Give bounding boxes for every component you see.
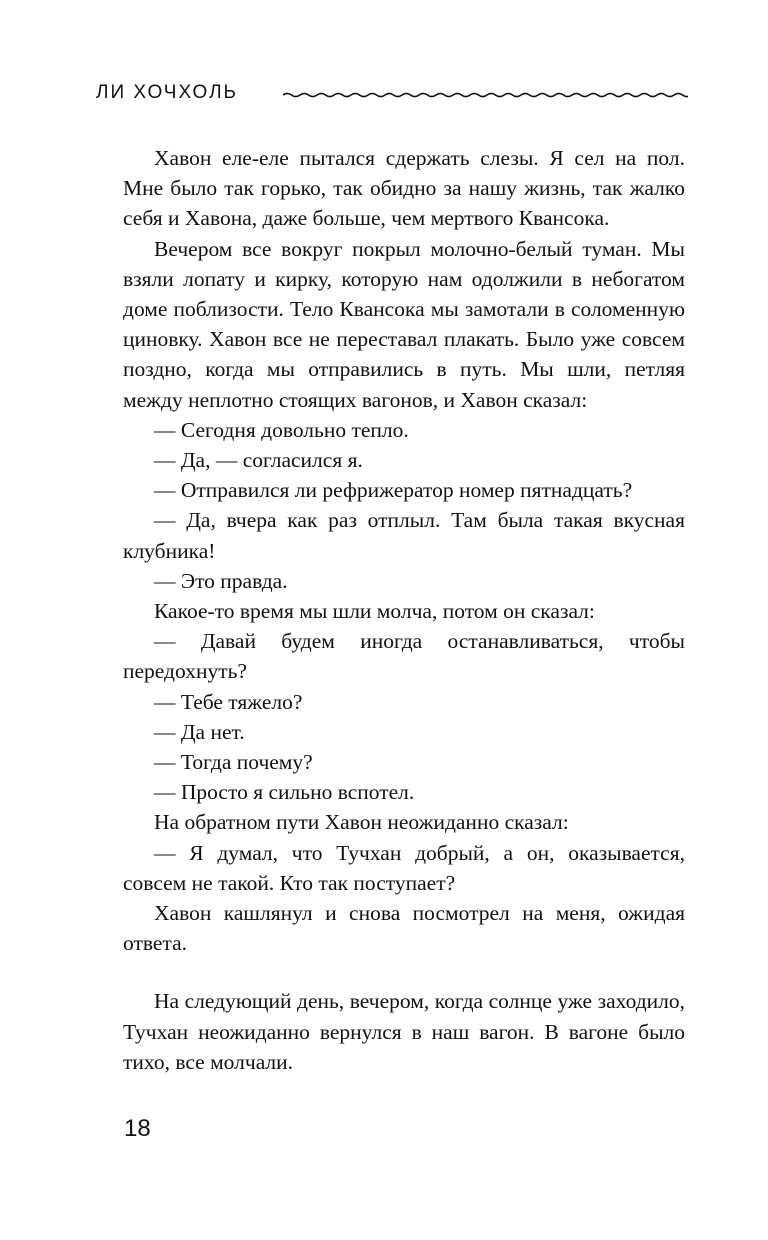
- paragraph: Хавон кашлянул и снова посмотрел на меня, ожидая ответа.: [123, 901, 685, 956]
- dialogue-line: — Отправился ли рефрижератор номер пятнадцать?: [154, 478, 633, 503]
- running-title: ЛИ ХОЧХОЛЬ: [96, 82, 239, 103]
- dialogue-line: — Тебе тяжело?: [154, 689, 303, 714]
- paragraph: Вечером все вокруг покрыл молочно-белый туман. Мы взяли лопату и кирку, которую нам одолжили в небогатом доме поблизости. Тело Квансока мы замотали в соломенную циновку. Хавон все не переставал плакать. Было уже совсем поздно, когда мы отправились в путь. Мы шли, петляя между неплотно стоящих вагонов, и Хавон сказал:: [123, 236, 685, 412]
- page-number: 18: [124, 1115, 151, 1142]
- decorative-wave-rule: [283, 88, 688, 102]
- dialogue-line: — Да нет.: [154, 719, 245, 744]
- paragraph: Какое-то время мы шли молча, потом он сказал:: [154, 599, 595, 624]
- dialogue-line: — Это правда.: [154, 568, 288, 593]
- dialogue-line: — Да, — согласился я.: [154, 448, 363, 473]
- paragraph: На обратном пути Хавон неожиданно сказал:: [154, 810, 569, 835]
- paragraph: Хавон еле-еле пытался сдержать слезы. Я сел на пол. Мне было так горько, так обидно за нашу жизнь, так жалко себя и Хавона, даже больше, чем мертвого Квансока.: [123, 146, 685, 231]
- dialogue-line: — Сегодня довольно тепло.: [154, 417, 409, 442]
- dialogue-line: — Да, вчера как раз отплыл. Там была такая вкусная клубника!: [123, 508, 685, 563]
- dialogue-line: — Тогда почему?: [154, 750, 313, 775]
- dialogue-line: — Просто я сильно вспотел.: [154, 780, 415, 805]
- dialogue-line: — Я думал, что Тучхан добрый, а он, оказывается, совсем не такой. Кто так поступает?: [123, 840, 685, 895]
- paragraph: На следующий день, вечером, когда солнце уже заходило, Тучхан неожиданно вернулся в наш вагон. В вагоне было тихо, все молчали.: [123, 989, 685, 1074]
- body-text: [123, 143, 685, 1077]
- dialogue-line: — Давай будем иногда останавливаться, чтобы передохнуть?: [123, 629, 685, 684]
